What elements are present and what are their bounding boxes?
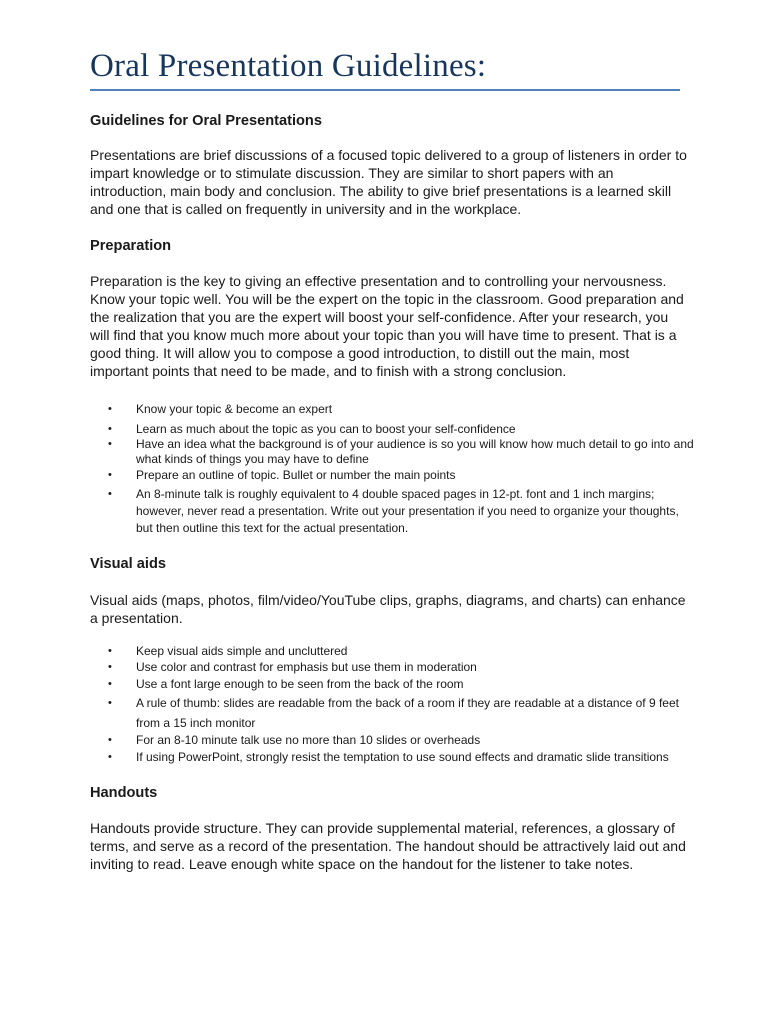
section-heading-guidelines: Guidelines for Oral Presentations [90, 113, 322, 129]
list-item [108, 749, 696, 765]
list-item [108, 486, 696, 537]
list-item-text: An 8-minute talk is roughly equivalent to 4 double spaced pages in 12-pt. font and 1 inch margins; however, never read a presentation. Write out your presentation if you need to organize your thoughts, but then outline this text for the actual presentation. [136, 486, 679, 535]
section-heading-handouts: Handouts [90, 785, 158, 801]
bullet-icon: • [108, 487, 112, 500]
bullet-icon: • [108, 438, 112, 450]
list-item [108, 643, 696, 659]
list-item-text: Use color and contrast for emphasis but use them in moderation [136, 660, 477, 674]
preparation-bullet-list [90, 402, 696, 537]
bullet-icon: • [108, 697, 112, 709]
bullet-icon: • [108, 661, 112, 673]
list-item [108, 676, 696, 692]
bullet-icon: • [108, 469, 112, 481]
list-item [108, 421, 696, 437]
bullet-icon: • [108, 734, 112, 746]
list-item [108, 693, 696, 733]
section-paragraph-preparation: Preparation is the key to giving an effective presentation and to controlling your nervousness. Know your topic well. You will be the expert on the topic in the classroom. Good preparation and the realization that you are the expert will boost your self-confidence. After your research, you will find that you know much more about your topic than you will have time to present. That is a good thing. It will allow you to compose a good introduction, to distill out the main, most important points that need to be made, and to finish with a strong conclusion. [90, 273, 684, 379]
section-paragraph-visual-aids: Visual aids (maps, photos, film/video/YouTube clips, graphs, diagrams, and charts) can enhance a presentation. [90, 591, 686, 626]
bullet-icon: • [108, 644, 112, 657]
section-paragraph-handouts: Handouts provide structure. They can provide supplemental material, references, a glossary of terms, and serve as a record of the presentation. The handout should be attractively laid out and inviting to read. Leave enough white space on the handout for the listener to take notes. [90, 820, 686, 872]
list-item [108, 402, 696, 417]
document-body [90, 111, 694, 873]
bullet-icon: • [108, 422, 112, 435]
document-title: Oral Presentation Guidelines: [90, 48, 487, 84]
list-item-text: If using PowerPoint, strongly resist the temptation to use sound effects and dramatic slide transitions [136, 749, 669, 764]
list-item-text: Learn as much about the topic as you can to boost your self-confidence [136, 421, 516, 436]
list-item-text: Know your topic & become an expert [136, 402, 333, 416]
list-item-text: Have an idea what the background is of your audience is so you will know how much detail to go into and what kinds of things you may have to define [136, 437, 694, 466]
visual-aids-bullet-list [90, 644, 696, 765]
list-item [108, 733, 696, 748]
bullet-icon: • [108, 750, 112, 763]
list-item-text: For an 8-10 minute talk use no more than 10 slides or overheads [136, 733, 481, 747]
list-item-text: A rule of thumb: slides are readable from the back of a room if they are readable at a distance of 9 feet from a 15 inch monitor [136, 696, 679, 730]
section-heading-visual-aids: Visual aids [90, 555, 166, 572]
list-item-text: Keep visual aids simple and uncluttered [136, 643, 348, 658]
bullet-icon: • [108, 677, 112, 690]
title-underline-rule [90, 89, 680, 91]
list-item [108, 468, 696, 483]
list-item [108, 437, 696, 466]
section-heading-preparation: Preparation [90, 238, 172, 254]
list-item [108, 660, 696, 675]
bullet-icon: • [108, 403, 112, 415]
list-item-text: Prepare an outline of topic. Bullet or number the main points [136, 468, 456, 482]
section-paragraph-guidelines: Presentations are brief discussions of a focused topic delivered to a group of listeners in order to impart knowledge or to stimulate discussion. They are similar to short papers with an introduction, main body and conclusion. The ability to give brief presentations is a learned skill and one that is called on frequently in university and in the workplace. [90, 147, 687, 217]
list-item-text: Use a font large enough to be seen from the back of the room [136, 676, 464, 691]
